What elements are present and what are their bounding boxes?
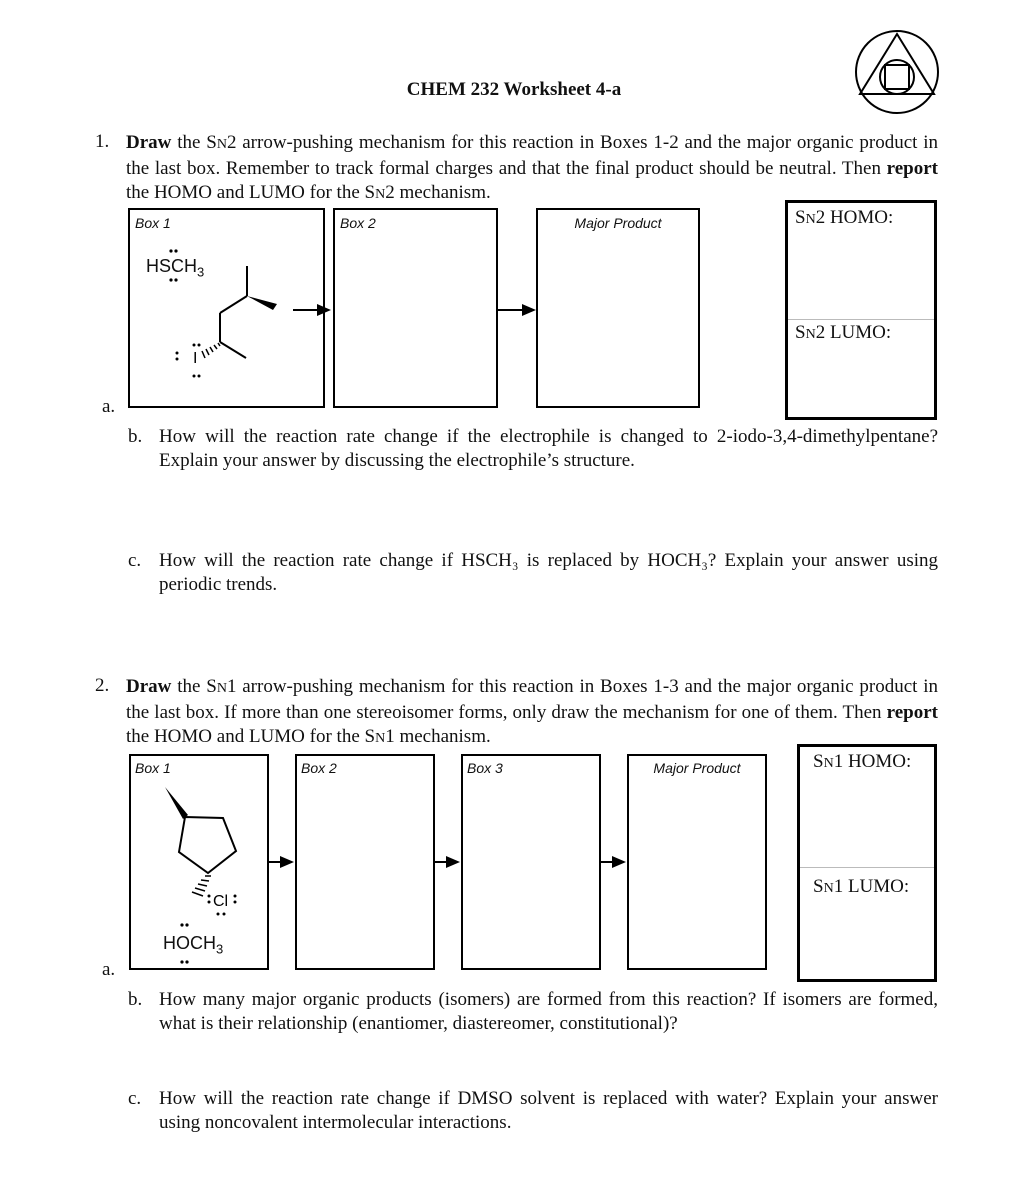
q2-homo-label: SN1 HOMO: bbox=[813, 751, 912, 772]
q1-number: 1. bbox=[95, 131, 110, 152]
q1-arrow-1-icon bbox=[293, 303, 333, 317]
q2-arrow-3-icon bbox=[600, 855, 628, 869]
q2-box-1-label: Box 1 bbox=[135, 760, 171, 776]
q1-major-product-label: Major Product bbox=[574, 215, 662, 231]
q1-part-a-letter: a. bbox=[102, 396, 116, 417]
q2-box-3[interactable] bbox=[461, 754, 601, 970]
q2-instructions: Draw the SN1 arrow-pushing mechanism for this reaction in Boxes 1-3 and the major organic product in the last box. If more than one stereoisomer forms, only draw the mechanism for one of them. Then report the HOMO and LUMO for the SN1 mechanism. bbox=[126, 676, 938, 747]
q2-chlorine-label: Cl bbox=[213, 893, 229, 910]
q2-major-product-box[interactable] bbox=[627, 754, 767, 970]
q2-major-product-label: Major Product bbox=[653, 760, 741, 776]
q1-nucleophile-label: $HSCH_3$ bbox=[146, 256, 205, 280]
q1-part-b-letter: b. bbox=[128, 426, 143, 447]
q1-part-c-text: How will the reaction rate change if HSCH₃ is replaced by HOCH₃? Explain your answer using periodic trends. bbox=[159, 550, 938, 595]
q2-box-2[interactable] bbox=[295, 754, 435, 970]
q1-major-product-box[interactable] bbox=[536, 208, 700, 408]
q2-solvent-nucleophile-label: $HOCH_3$ bbox=[163, 933, 224, 957]
q2-part-c-letter: c. bbox=[128, 1088, 142, 1109]
q1-box-1-label: Box 1 bbox=[135, 215, 171, 231]
q2-box-2-label: Box 2 bbox=[301, 760, 337, 776]
q1-lumo-label: SN2 LUMO: bbox=[795, 322, 892, 343]
q2-lumo-label: SN1 LUMO: bbox=[813, 876, 910, 897]
q2-homo-lumo-divider bbox=[800, 867, 934, 868]
q1-homo-lumo-divider bbox=[788, 319, 934, 320]
q2-box-3-label: Box 3 bbox=[467, 760, 503, 776]
q1-box-2-label: Box 2 bbox=[340, 215, 376, 231]
q1-part-b-text: How will the reaction rate change if the electrophile is changed to 2-iodo-3,4-dimethylpentane? Explain your answer by discussing the electrophile’s structure. bbox=[159, 426, 938, 471]
q1-arrow-2-icon bbox=[498, 303, 538, 317]
q1-iodine-label: I bbox=[193, 350, 198, 367]
q2-arrow-1-icon bbox=[268, 855, 296, 869]
q2-arrow-2-icon bbox=[434, 855, 462, 869]
q2-homo-lumo-box[interactable] bbox=[797, 744, 937, 982]
q2-part-c-text: How will the reaction rate change if DMSO solvent is replaced with water? Explain your answer using noncovalent intermolecular interactions. bbox=[159, 1088, 938, 1133]
q2-number: 2. bbox=[95, 675, 110, 696]
triangle-circle-square-logo-icon bbox=[853, 28, 941, 116]
q1-homo-lumo-box[interactable] bbox=[785, 200, 937, 420]
q1-box-2[interactable] bbox=[333, 208, 498, 408]
page-title: CHEM 232 Worksheet 4-a bbox=[406, 79, 622, 100]
q1-homo-label: SN2 HOMO: bbox=[795, 207, 894, 228]
q1-instructions: Draw the SN2 arrow-pushing mechanism for this reaction in Boxes 1-2 and the major organic product in the last box. Remember to track formal charges and that the final product should be neutral. Then report the HOMO and LUMO for the SN2 mechanism. bbox=[126, 132, 938, 203]
q1-part-c-letter: c. bbox=[128, 550, 142, 571]
q2-part-b-text: How many major organic products (isomers) are formed from this reaction? If isomers are formed, what is their relationship (enantiomer, diastereomer, constitutional)? bbox=[159, 989, 938, 1034]
q2-part-b-letter: b. bbox=[128, 989, 143, 1010]
q2-part-a-letter: a. bbox=[102, 959, 116, 980]
